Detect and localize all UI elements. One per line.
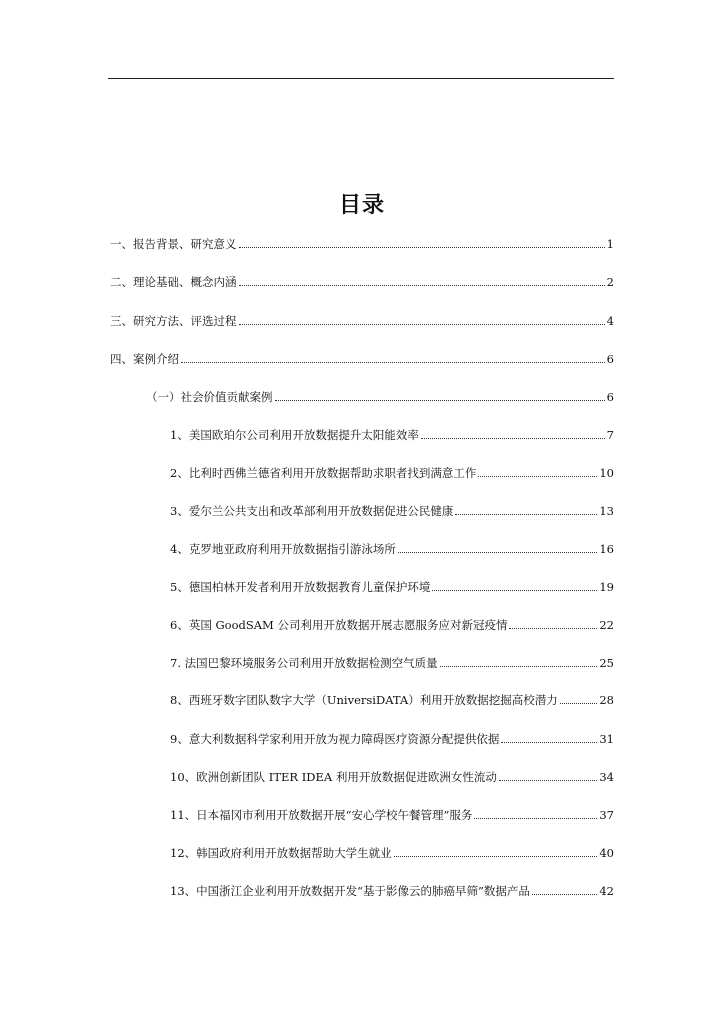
toc-leader-dots <box>478 476 597 477</box>
toc-entry[interactable] <box>170 845 614 861</box>
toc-page-number: 42 <box>599 884 614 898</box>
toc-page-number: 7 <box>606 428 614 442</box>
toc-page-number: 1 <box>606 237 614 251</box>
toc-entry-label: 5、德国柏林开发者利用开放数据教育儿童保护环境 <box>170 580 431 594</box>
toc-page-number: 37 <box>599 808 614 822</box>
toc-leader-dots <box>509 628 597 629</box>
toc-leader-dots <box>394 856 598 857</box>
toc-page-number: 34 <box>599 770 614 784</box>
toc-page-number: 22 <box>599 618 614 632</box>
toc-page-number: 19 <box>599 580 614 594</box>
toc-entry-label: 8、西班牙数字团队数字大学（UniversiDATA）利用开放数据挖掘高校潜力 <box>170 693 558 707</box>
toc-page-number: 28 <box>599 693 614 707</box>
toc-entry[interactable] <box>170 503 614 519</box>
toc-page-number: 6 <box>606 390 614 404</box>
toc-entry-label: 10、欧洲创新团队 ITER IDEA 利用开放数据促进欧洲女性流动 <box>170 770 497 784</box>
toc-entry-label: 12、韩国政府利用开放数据帮助大学生就业 <box>170 846 392 860</box>
toc-entry[interactable] <box>170 769 614 785</box>
toc-entry-label: 4、克罗地亚政府利用开放数据指引游泳场所 <box>170 542 396 556</box>
toc-entry[interactable] <box>170 579 614 595</box>
toc-leader-dots <box>239 247 605 248</box>
toc-entry-label: 1、美国欧珀尔公司利用开放数据提升太阳能效率 <box>170 428 419 442</box>
toc-entry-label: 6、英国 GoodSAM 公司利用开放数据开展志愿服务应对新冠疫情 <box>170 618 508 632</box>
toc-page-number: 25 <box>599 656 614 670</box>
toc-leader-dots <box>440 666 598 667</box>
toc-entry-label: 9、意大利数据科学家利用开放为视力障碍医疗资源分配提供依据 <box>170 732 500 746</box>
toc-entry[interactable] <box>110 274 614 290</box>
toc-entry[interactable] <box>146 389 614 405</box>
toc-entry-label: 2、比利时西佛兰德省利用开放数据帮助求职者找到满意工作 <box>170 466 477 480</box>
toc-entry[interactable] <box>170 541 614 557</box>
toc-page-number: 4 <box>606 314 614 328</box>
toc-leader-dots <box>455 514 597 515</box>
toc-leader-dots <box>239 285 605 286</box>
toc-entry[interactable] <box>170 617 614 633</box>
toc-leader-dots <box>432 590 597 591</box>
toc-entry-label: 四、案例介绍 <box>110 352 179 366</box>
toc-entry-label: 一、报告背景、研究意义 <box>110 237 237 251</box>
toc-leader-dots <box>499 780 598 781</box>
toc-leader-dots <box>181 362 605 363</box>
toc-leader-dots <box>532 894 597 895</box>
toc-entry[interactable] <box>170 692 614 708</box>
toc-entry[interactable] <box>170 465 614 481</box>
toc-page-number: 40 <box>599 846 614 860</box>
toc-entry[interactable] <box>110 313 614 329</box>
toc-entry[interactable] <box>170 731 614 747</box>
toc-leader-dots <box>421 438 605 439</box>
toc-page-number: 16 <box>599 542 614 556</box>
toc-leader-dots <box>474 818 597 819</box>
toc-leader-dots <box>239 324 605 325</box>
toc-entry[interactable] <box>170 427 614 443</box>
toc-entry[interactable] <box>170 883 614 899</box>
toc-leader-dots <box>501 742 597 743</box>
toc-page-number: 31 <box>599 732 614 746</box>
toc-leader-dots <box>275 400 605 401</box>
toc-entry-label: （一）社会价值贡献案例 <box>146 390 273 404</box>
toc-entry-label: 二、理论基础、概念内涵 <box>110 275 237 289</box>
toc-entry[interactable] <box>110 351 614 367</box>
toc-page-number: 10 <box>599 466 614 480</box>
toc-entry[interactable] <box>110 236 614 252</box>
toc-entry[interactable] <box>170 655 614 671</box>
toc-entry-label: 11、日本福冈市利用开放数据开展“安心学校午餐管理”服务 <box>170 808 473 822</box>
toc-leader-dots <box>560 703 598 704</box>
toc-page-number: 6 <box>606 352 614 366</box>
toc-entry-label: 7. 法国巴黎环境服务公司利用开放数据检测空气质量 <box>170 656 438 670</box>
toc-entry-label: 13、中国浙江企业利用开放数据开发“基于影像云的肺癌早筛”数据产品 <box>170 884 530 898</box>
toc-entry[interactable] <box>170 807 614 823</box>
toc-page-number: 13 <box>599 504 614 518</box>
toc-leader-dots <box>398 552 598 553</box>
toc-page-number: 2 <box>606 275 614 289</box>
page-title: 目录 <box>338 193 385 218</box>
toc-entry-label: 3、爱尔兰公共支出和改革部利用开放数据促进公民健康 <box>170 504 454 518</box>
toc-entry-label: 三、研究方法、评选过程 <box>110 314 237 328</box>
